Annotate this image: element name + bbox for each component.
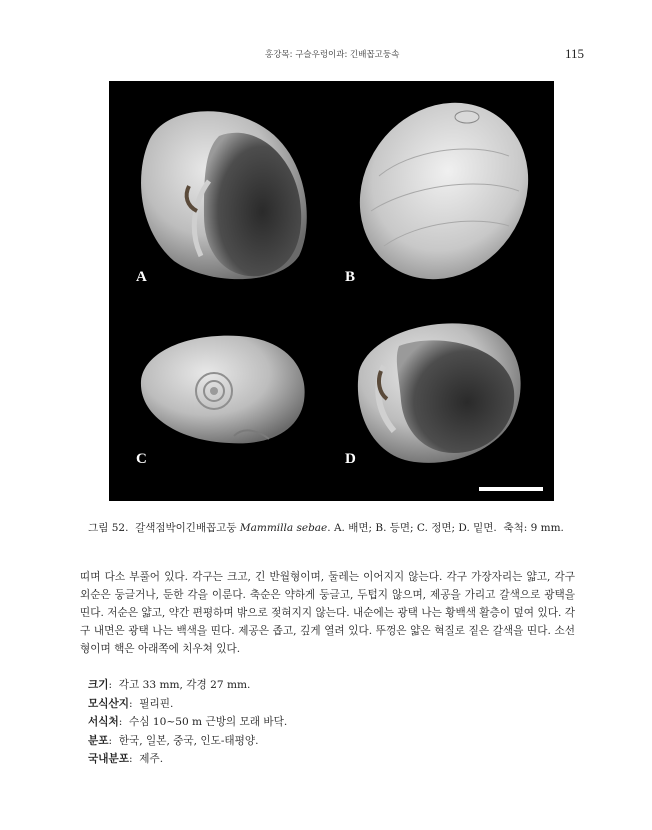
fact-distribution: 분포: 한국, 일본, 중국, 인도-태평양. [88,734,259,747]
page-number: 115 [564,46,584,61]
shell-c-apical [141,336,305,444]
fact-label: 국내분포 [88,753,129,765]
fact-label: 모식산지 [88,697,129,710]
fact-type-locality: 모식산지: 필리핀. [88,697,174,710]
description-paragraph: 띠며 다소 부풀어 있다. 각구는 크고, 긴 반월형이며, 둘레는 이어지지 않는다. 각구 가장자리는 얇고, 각구 외순은 둥글거나, 둔한 각을 이룬다. 축순은 약하게 둥글고, 두텁지 않으며, 제공을 가리고 갈색으로 광택을 띤다. 저순은 얇고, 약간 편평하며 밖으로 젖혀지지 않는다. 내순에는 광택 나는 황백색 활층이 덮여 있다. 각구 내면은 광택 나는 백색을 띤다. 제공은 좁고, 깊게 열려 있다. 뚜껑은 얇은 혁질로 짙은 갈색을 띤다. 소선형이며 핵은 아래쪽에 치우쳐 있다. [80,571,575,655]
shell-b-dorsal [326,81,554,312]
fact-value: 제주. [139,753,164,765]
shell-d-umbilical [358,323,521,462]
fact-value: 각고 33 mm, 각경 27 mm. [118,679,251,691]
species-description [80,568,575,658]
figure-caption [0,520,652,535]
caption-scale: 축척: 9 mm. [503,522,564,534]
fact-value: 필리핀. [139,697,174,710]
scale-bar [479,487,543,491]
panel-label-c: C [136,451,147,467]
caption-korean-name: 갈색점박이긴배꼽고둥 [135,522,237,534]
shell-photographs [109,81,554,501]
running-title: 홍강목: 구슬우렁이과: 긴배꼽고둥속 [265,50,400,60]
fact-habitat: 서식처: 수심 10~50 m 근방의 모래 바닥. [88,716,288,728]
fact-size: 크기: 각고 33 mm, 각경 27 mm. [88,679,251,691]
caption-prefix: 그림 52. [88,522,129,534]
shell-photo-plate [109,81,554,501]
fact-domestic-distribution: 국내분포: 제주. [88,753,164,765]
fact-label: 분포 [88,734,109,747]
panel-label-a: A [136,269,147,285]
shell-a-ventral [141,111,307,279]
fact-value: 한국, 일본, 중국, 인도-태평양. [118,734,259,747]
panel-label-b: B [345,269,356,285]
caption-scientific-name: Mammilla sebae [239,522,328,534]
fact-value: 수심 10~50 m 근방의 모래 바닥. [129,716,288,728]
fact-label: 서식처 [88,716,119,728]
caption-legend: . A. 배면; B. 등면; C. 정면; D. 밑면. [327,522,497,534]
species-facts [88,676,568,769]
fact-label: 크기 [88,679,109,691]
running-head [0,46,652,62]
panel-label-d: D [345,451,356,467]
